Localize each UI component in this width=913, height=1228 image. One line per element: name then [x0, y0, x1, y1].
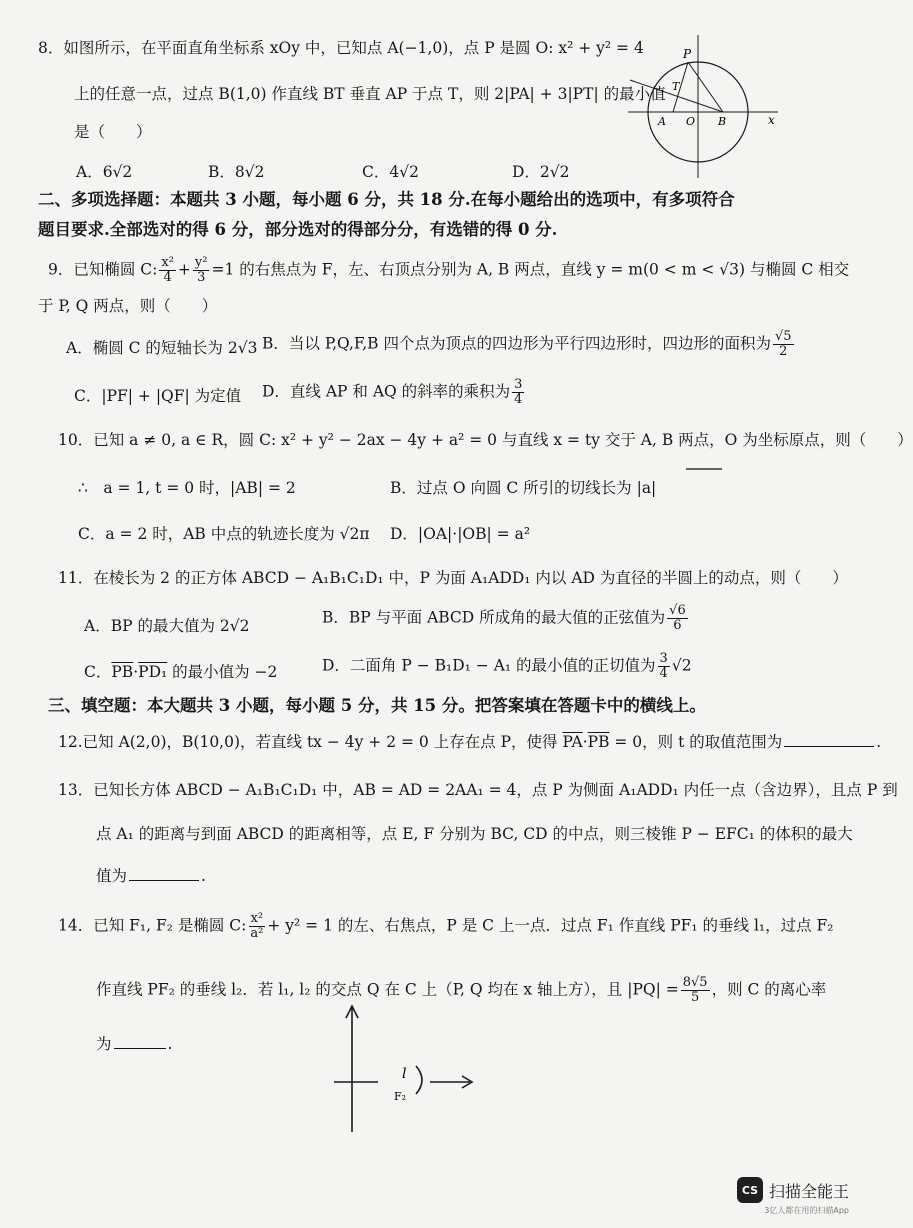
q8-line2: 上的任意一点，过点 B(1,0) 作直线 BT 垂直 AP 于点 T，则 2|PA| + 3|PT| 的最小值 — [74, 85, 666, 103]
handwritten-sketch — [330, 1000, 490, 1140]
segment-pb — [688, 62, 723, 112]
q11-line1: 11．在棱长为 2 的正方体 ABCD − A₁B₁C₁D₁ 中，P 为面 A₁ADD₁ 内以 AD 为直径的半圆上的动点，则（ ） — [58, 569, 848, 587]
q10-option-c: C．a = 2 时，AB 中点的轨迹长度为 √2π — [78, 525, 370, 543]
scanner-logo — [737, 1177, 849, 1216]
q14-line1: 14．已知 F₁, F₂ 是椭圆 C: $\frac{\text{x²}}{\text{a²}}$ + y² = 1 的左、右焦点，P 是 C 上一点．过点 F₁ 作直线 PF₁ 的垂线 l₁，过点 F₂ — [58, 911, 834, 941]
label-o: O — [686, 115, 696, 128]
stray-mark — [686, 466, 726, 472]
q9-option-c: C．|PF| + |QF| 为定值 — [74, 387, 242, 405]
sketch-label-l: l — [402, 1066, 407, 1082]
q10-option-a: ∴ a = 1, t = 0 时，|AB| = 2 — [78, 479, 296, 497]
label-p: P — [683, 47, 692, 61]
q8-option-c: C．4√2 — [362, 163, 419, 181]
q11-option-c: C．$\overline{PB}\cdot PD_1$ 的最小值为 −2 — [84, 663, 278, 681]
section3-line1: 三、填空题：本大题共 3 小题，每小题 5 分，共 15 分。把答案填在答题卡中的横线上。 — [48, 696, 706, 715]
q14-line3: 为 . — [96, 1035, 173, 1053]
q12-line1: 12.已知 A(2,0)，B(10,0)，若直线 tx − 4y + 2 = 0 上存在点 P，使得 $\overline{PA}\cdot\overline{PB} = 0$，则 t 的取值范围为 . — [58, 733, 882, 751]
q9-frac1: $\frac{\text{x²}}{4}$ — [161, 255, 174, 285]
q13-answer-blank[interactable] — [129, 866, 199, 881]
q9-option-b: B．当以 P,Q,F,B 四个点为顶点的四边形为平行四边形时，四边形的面积为 $\frac{√5}{2}$ — [262, 329, 792, 359]
sketch-label-f: F₂ — [394, 1090, 407, 1103]
q8-line3: 是（ ） — [74, 123, 152, 141]
label-t: T — [672, 80, 680, 93]
label-b: B — [718, 115, 727, 128]
logo-tagline: 3亿人都在用的扫描App — [764, 1206, 849, 1215]
q9-pre: 9．已知椭圆 C: — [48, 260, 158, 279]
q8-figure — [628, 30, 788, 180]
cs-logo-icon: CS — [737, 1177, 763, 1203]
q12-answer-blank[interactable] — [784, 732, 874, 747]
q8-option-a: A．6√2 — [76, 163, 133, 181]
q9-line2: 于 P, Q 两点，则（ ） — [38, 297, 218, 315]
q10-line1: 10．已知 a ≠ 0, a ∈ R，圆 C: x² + y² − 2ax − 4y + a² = 0 与直线 x = ty 交于 A, B 两点，O 为坐标原点，则（ ） — [58, 431, 913, 449]
sketch-curve — [416, 1066, 422, 1094]
q11-option-b: B．BP 与平面 ABCD 所成角的最大值的正弦值为 $\frac{√6}{6}$ — [322, 603, 686, 633]
q10-option-b: B．过点 O 向圆 C 所引的切线长为 |a| — [390, 479, 657, 497]
logo-name: 扫描全能王 — [768, 1181, 849, 1201]
q14-answer-blank[interactable] — [114, 1034, 166, 1049]
q13-line3: 值为 . — [96, 867, 206, 885]
q11-option-a: A．BP 的最大值为 2√2 — [84, 617, 250, 635]
q9-post: =1 的右焦点为 F，左、右顶点分别为 A, B 两点，直线 y = m(0 < m < √3) 与椭圆 C 相交 — [211, 260, 850, 279]
label-a: A — [658, 115, 666, 128]
q8-option-b: B．8√2 — [208, 163, 265, 181]
q9-frac2: $\frac{\text{y²}}{3}$ — [194, 255, 208, 285]
q10-option-d: D．|OA|·|OB| = a² — [390, 525, 531, 543]
section2-line1: 二、多项选择题：本题共 3 小题，每小题 6 分，共 18 分.在每小题给出的选项中，有多项符合 — [38, 190, 735, 209]
label-x: x — [768, 113, 775, 127]
q8-line1: 8．如图所示，在平面直角坐标系 xOy 中，已知点 A(−1,0)，点 P 是圆 O: x² + y² = 4 — [38, 39, 644, 57]
q9-option-a: A．椭圆 C 的短轴长为 2√3 — [66, 339, 258, 357]
q9-line1: 9．已知椭圆 C: $\frac{\text{x²}}{4}$ + $\frac{\text{y²}}{3}$ =1 的右焦点为 F，左、右顶点分别为 A, B 两点，直线 y = m(0 < m < √3) 与椭圆 C 相交 — [48, 255, 850, 285]
q13-line2: 点 A₁ 的距离与到面 ABCD 的距离相等，点 E, F 分别为 BC, CD 的中点，则三棱锥 P − EFC₁ 的体积的最大 — [96, 825, 853, 843]
q13-line1: 13．已知长方体 ABCD − A₁B₁C₁D₁ 中，AB = AD = 2AA₁ = 4，点 P 为侧面 A₁ADD₁ 内任一点（含边界），且点 P 到 — [58, 781, 898, 799]
section2-line2: 题目要求.全部选对的得 6 分，部分选对的得部分分，有选错的得 0 分. — [38, 220, 558, 239]
q8-option-d: D．2√2 — [512, 163, 570, 181]
q11-option-d: D．二面角 P − B₁D₁ − A₁ 的最小值的正切值为 $\frac{3}{4}$ √2 — [322, 651, 692, 681]
q9-option-d: D．直线 AP 和 AQ 的斜率的乘积为 $\frac{3}{4}$ — [262, 377, 523, 407]
q14-line2: 作直线 PF₂ 的垂线 l₂．若 l₁, l₂ 的交点 Q 在 C 上（P, Q 均在 x 轴上方），且 |PQ| = $\frac{8√5}{5}$ ，则 C 的离心率 — [96, 975, 827, 1005]
